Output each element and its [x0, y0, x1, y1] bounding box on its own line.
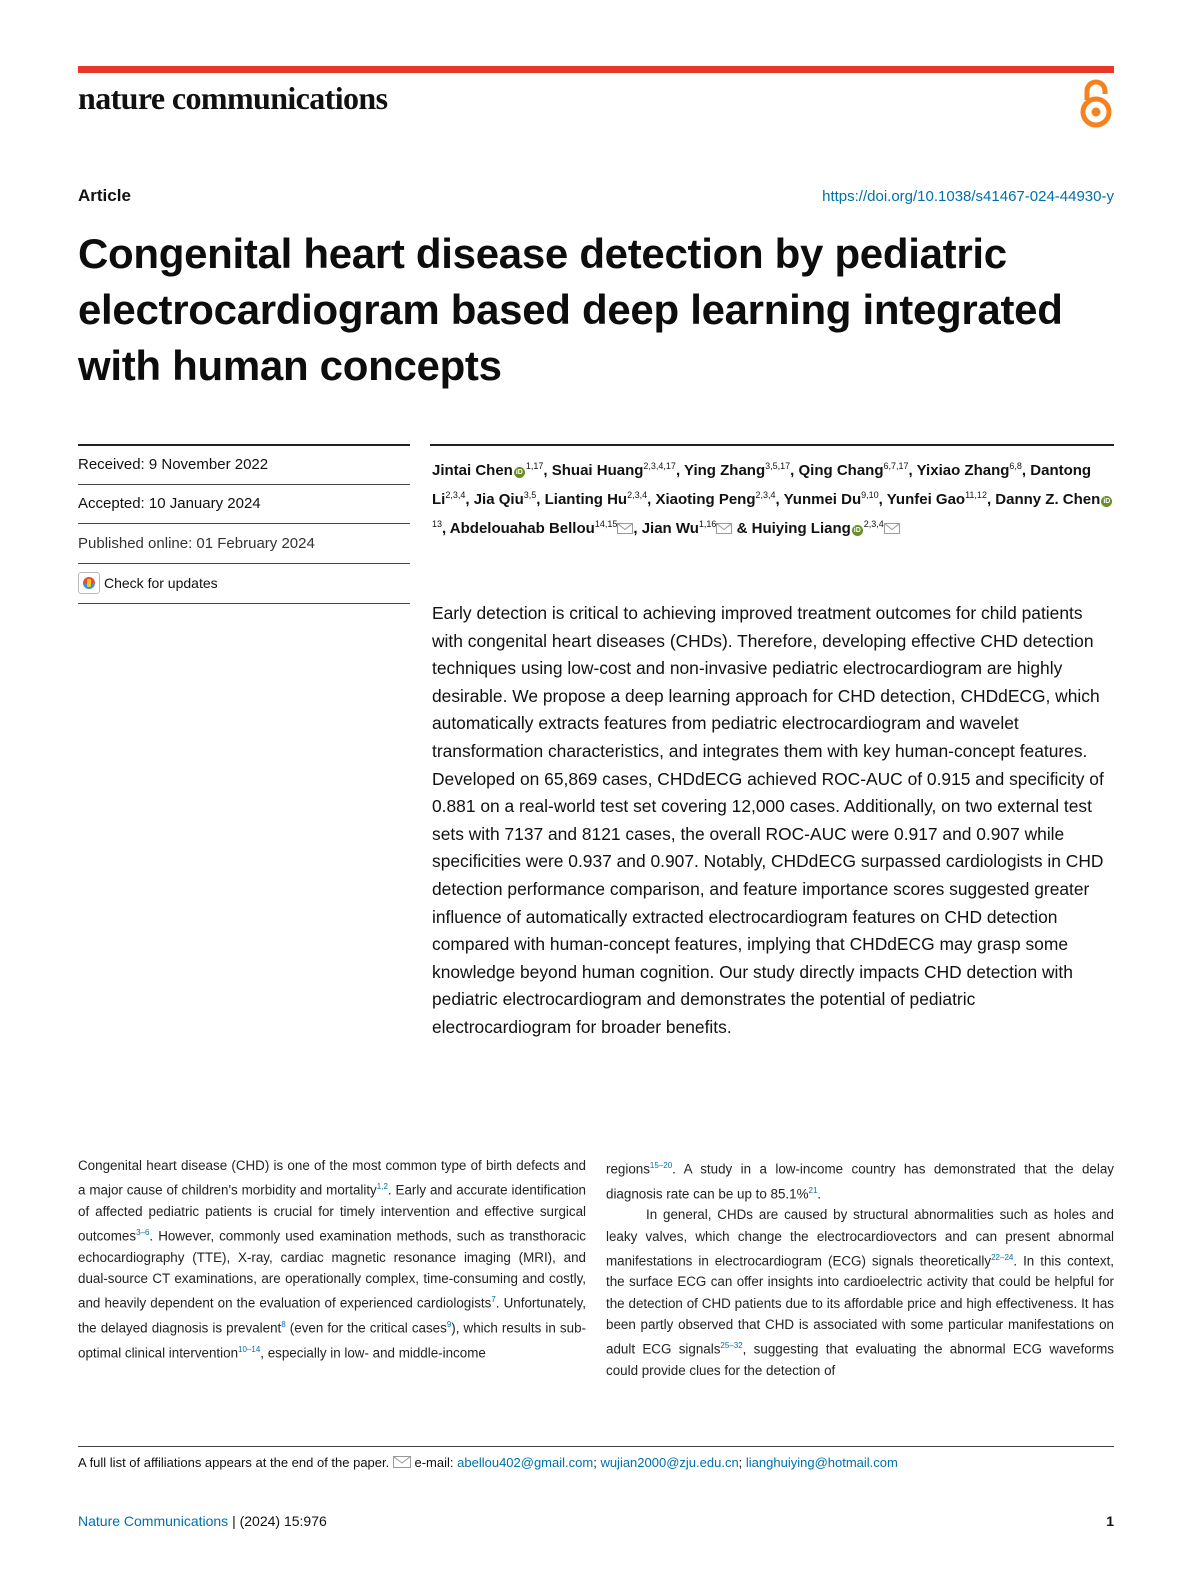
- affiliation-number: 11,12: [965, 490, 987, 500]
- author-name[interactable]: Qing Chang$^{6,7,17}$: [798, 461, 909, 479]
- affiliation-number: 6,7,17: [883, 461, 909, 471]
- author-name[interactable]: Dantong Li$^{2,3,4}$: [432, 462, 1092, 508]
- reference-citation[interactable]: 8: [281, 1319, 286, 1329]
- reference-citation[interactable]: 21: [808, 1185, 818, 1195]
- author-list: Jintai Chen iD$^{1,17}$, Shuai Huang$^{2,3,4,17}$, Ying Zhang$^{3,5,17}$, Qing Chang$^{6,7,17}$, Yixiao Zhang$^{6,8}$, Dantong Li$^{2,3,4}$, Jia Qiu$^{3,5}$, Lianting Hu$^{2,3,4}$, Xiaoting Peng$^{2,3,4}$, Yunmei Du$^{9,10}$, Yunfei Gao$^{11,12}$, Danny Z. Chen $iD^{13}$, Abdelouahab Bellou$^{14,15}$ , Jian Wu$^{1,16}$ & Huiying Liang iD$^{2,3,4}$: [432, 454, 1122, 542]
- email-label: e-mail:: [414, 1455, 454, 1470]
- affiliation-number: 2,3,4,17: [643, 461, 676, 471]
- author-name[interactable]: Shuai Huang$^{2,3,4,17}$: [551, 461, 676, 479]
- affiliation-number: 9,10: [861, 490, 879, 500]
- check-for-updates-button[interactable]: [78, 572, 218, 594]
- author-name[interactable]: Jintai Chen iD$^{1,17}$: [432, 461, 544, 479]
- author-name[interactable]: Danny Z. Chen $iD^{13}$: [432, 491, 1111, 529]
- footer-journal-name: Nature Communications: [78, 1513, 229, 1529]
- affiliation-number: 1,17: [525, 461, 544, 471]
- author-name[interactable]: Jian Wu$^{1,16}$: [642, 520, 733, 537]
- affiliation-number: 3,5,17: [765, 461, 791, 471]
- email-link[interactable]: lianghuiying@hotmail.com: [745, 1455, 898, 1470]
- page-number: 1: [1106, 1513, 1114, 1529]
- footer-volume: | (2024) 15:976: [232, 1513, 327, 1529]
- orcid-icon[interactable]: iD: [1103, 498, 1111, 505]
- author-name[interactable]: Yunmei Du$^{9,10}$: [783, 490, 879, 508]
- body-column-right: [606, 1155, 1114, 1381]
- affiliation-number: 6,8: [1009, 461, 1022, 471]
- email-icon[interactable]: [716, 518, 732, 542]
- reference-citation[interactable]: 3–6: [136, 1228, 150, 1238]
- body-paragraph: regions$^{15-20}$. A study in a low-income country has demonstrated that the delay diagnosis rate can be up to 85.1%$^{21}$.: [606, 1161, 1114, 1202]
- author-name[interactable]: Abdelouahab Bellou$^{14,15}$: [450, 520, 634, 537]
- reference-citation[interactable]: 25–32: [720, 1341, 743, 1351]
- reference-citation[interactable]: 22–24: [991, 1252, 1014, 1262]
- divider: [78, 1446, 1114, 1447]
- email-link[interactable]: abellou402@gmail.com: [457, 1455, 594, 1470]
- affiliation-footnote: A full list of affiliations appears at the end of the paper. e-mail: abellou402@gmail.com; wujian2000@zju.edu.cn; lianghuiying@hotmail.com: [78, 1455, 898, 1470]
- author-name[interactable]: Lianting Hu$^{2,3,4}$: [544, 490, 648, 508]
- email-icon[interactable]: [617, 518, 633, 542]
- body-paragraph: Congenital heart disease (CHD) is one of the most common type of birth defects and a major cause of children's morbidity and mortality$^{1,2}$. Early and accurate identification of affected pediatric patients is crucial for timely intervention and effective surgical outcomes$^{3-6}$. However, commonly used examination methods, such as transthoracic echocardiography (TTE), X-ray, cardiac magnetic resonance imaging (MRI), and dual-source CT examinations, are operationally complex, time-consuming and costly, and heavily dependent on the evaluation of experienced cardiologists$^7$. Unfortunately, the delayed diagnosis is prevalent$^8$ (even for the critical cases$^9$), which results in sub-optimal clinical intervention$^{10-14}$, especially in low- and middle-income: [78, 1158, 587, 1360]
- orcid-icon[interactable]: iD: [515, 469, 523, 476]
- check-for-updates-label: Check for updates: [104, 575, 218, 591]
- author-name[interactable]: Jia Qiu$^{3,5}$: [473, 490, 537, 508]
- affiliations-note: A full list of affiliations appears at the end of the paper.: [78, 1455, 390, 1470]
- journal-accent-bar: [78, 66, 1114, 73]
- author-name[interactable]: Ying Zhang$^{3,5,17}$: [684, 461, 791, 479]
- affiliation-number: 2,3,4: [755, 490, 776, 500]
- affiliation-number: 3,5: [523, 490, 537, 500]
- article-type: Article: [78, 186, 131, 205]
- author-name[interactable]: Yixiao Zhang$^{6,8}$: [916, 461, 1022, 479]
- affiliation-number: 2,3,4: [445, 490, 466, 500]
- email-link[interactable]: wujian2000@zju.edu.cn: [600, 1455, 739, 1470]
- divider: [78, 484, 410, 485]
- email-icon[interactable]: [884, 518, 900, 542]
- email-icon: [393, 1456, 411, 1471]
- accepted-date: Accepted: 10 January 2024: [78, 495, 261, 512]
- author-name[interactable]: Yunfei Gao$^{11,12}$: [886, 490, 987, 508]
- affiliation-number: 13: [432, 519, 443, 529]
- reference-citation[interactable]: 9: [446, 1319, 452, 1329]
- published-date: Published online: 01 February 2024: [78, 535, 315, 552]
- orcid-icon[interactable]: iD: [853, 527, 861, 534]
- divider: [78, 523, 410, 524]
- reference-citation[interactable]: 15–20: [649, 1161, 673, 1170]
- affiliation-number: 2,3,4: [627, 490, 648, 500]
- divider: [78, 603, 410, 604]
- received-date: Received: 9 November 2022: [78, 456, 269, 473]
- article-title: Congenital heart disease detection by pediatric electrocardiogram based deep learning integrated with human concepts: [78, 230, 1063, 389]
- divider: [78, 444, 410, 446]
- divider: [430, 444, 1114, 446]
- journal-name: nature communications: [78, 80, 388, 116]
- affiliation-number: 2,3,4: [863, 519, 884, 529]
- footer-citation: [78, 1513, 327, 1529]
- affiliation-number: 14,15: [594, 519, 618, 529]
- reference-citation[interactable]: 7: [491, 1295, 496, 1305]
- open-access-lock-icon: [1078, 78, 1114, 133]
- doi-link[interactable]: https://doi.org/10.1038/s41467-024-44930-y: [822, 188, 1114, 205]
- author-name[interactable]: Xiaoting Peng$^{2,3,4}$: [655, 490, 776, 508]
- affiliation-number: 1,16: [698, 519, 717, 529]
- divider: [78, 563, 410, 564]
- reference-citation[interactable]: 10–14: [238, 1344, 261, 1354]
- body-paragraph: In general, CHDs are caused by structural abnormalities such as holes and leaky valves, which change the electrocardiovectors and can present abnormal manifestations in electrocardiogram (ECG) signals theoretically$^{22-24}$. In this context, the surface ECG can offer insights into cardioelectric activity that could be helpful for the detection of CHD patients due to its affordable price and high effectiveness. It has been partly observed that CHD is associated with some particular manifestations on adult ECG signals$^{25-32}$, suggesting that evaluating the abnormal ECG waveforms could provide clues for the detection of: [606, 1207, 1115, 1378]
- abstract: Early detection is critical to achieving improved treatment outcomes for child patients with congenital heart diseases (CHDs). Therefore, developing effective CHD detection techniques using low-cost and non-invasive pediatric electrocardiogram are highly desirable. We propose a deep learning approach for CHD detection, CHDdECG, which automatically extracts features from pediatric electrocardiogram and wavelet transformation characteristics, and integrates them with key human-concept features. Developed on 65,869 cases, CHDdECG achieved ROC-AUC of 0.915 and specificity of 0.881 on a real-world test set covering 12,000 cases. Additionally, on two external test sets with 7137 and 8121 cases, the overall ROC-AUC were 0.917 and 0.907 while specificities were 0.937 and 0.907. Notably, CHDdECG surpassed cardiologists in CHD detection performance comparison, and feature importance scores suggested greater influence of automatically extracted electrocardiogram features on CHD detection compared with human-concept features, implying that CHDdECG may grasp some knowledge beyond human cognition. Our study directly impacts CHD detection with pediatric electrocardiogram and demonstrates the potential of pediatric electrocardiogram for broader benefits.: [432, 603, 1104, 1037]
- reference-citation[interactable]: 1,2: [376, 1182, 388, 1192]
- body-column-left: [78, 1155, 586, 1363]
- crossmark-icon: [78, 572, 100, 594]
- author-name[interactable]: Huiying Liang iD$^{2,3,4}$: [752, 520, 900, 537]
